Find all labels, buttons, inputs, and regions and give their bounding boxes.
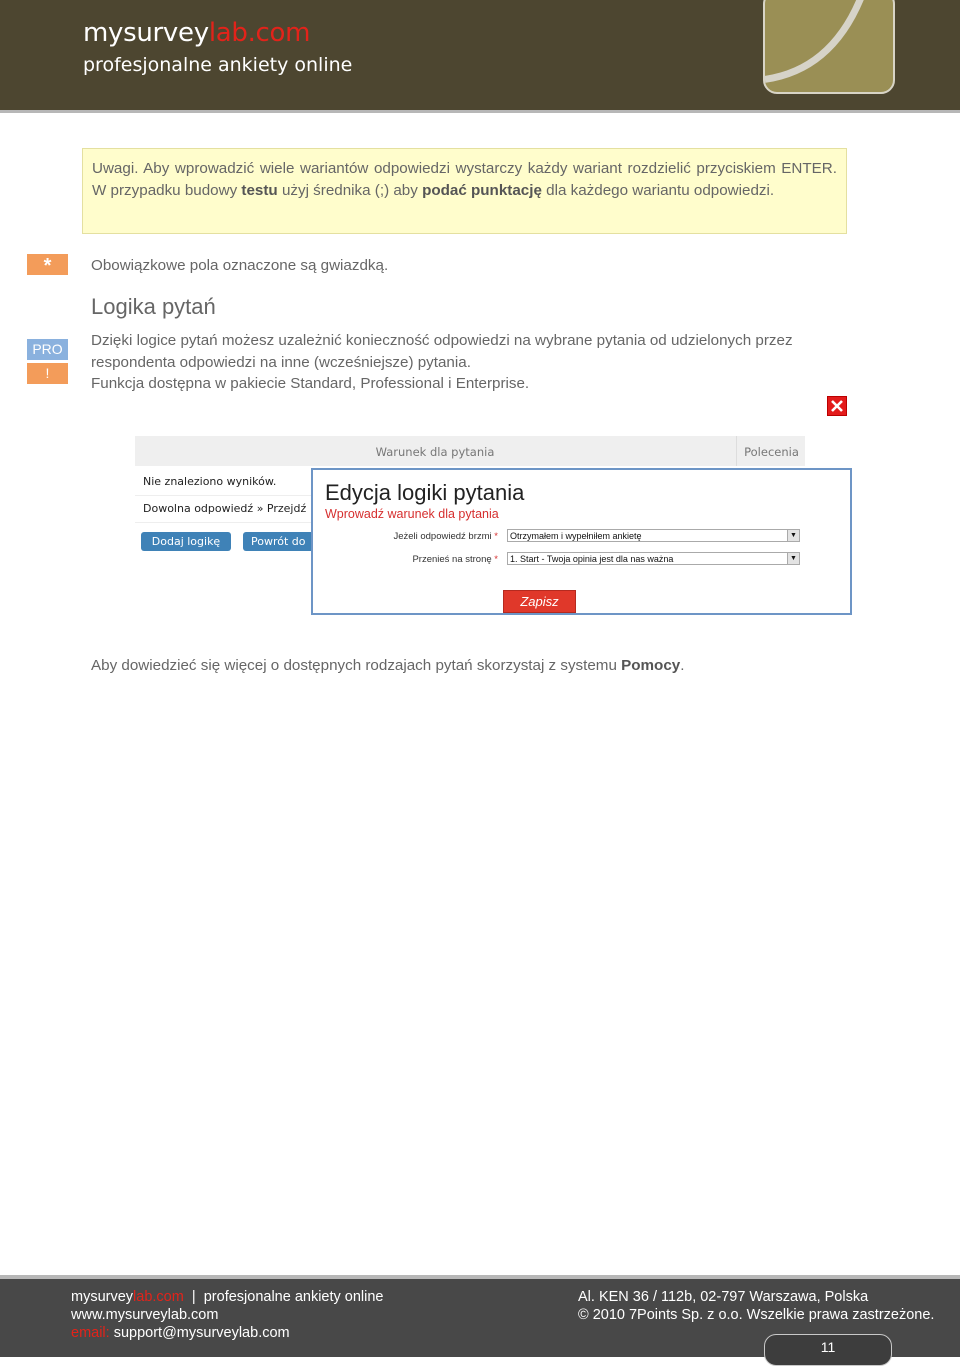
footer-website[interactable]: www.mysurveylab.com [71,1307,219,1323]
footer-brand-line [71,1288,384,1306]
exclamation-badge: ! [27,363,68,384]
required-fields-note: Obowiązkowe pola oznaczone są gwiazdką. [91,257,389,274]
note-text-1: Uwagi. Aby wprowadzić wiele wariantów odpowiedzi wystarczy każdy wariant rozdzielić przyciskiem ENTER. W przypadku budowy [92,160,837,199]
edit-logic-dialog [311,468,852,615]
target-page-label [313,554,498,565]
brand-logo [83,18,310,48]
decorative-arc-icon [763,0,895,94]
add-logic-button[interactable]: Dodaj logikę [141,532,231,551]
footer-email-line [71,1324,290,1342]
section-availability: Funkcja dostępna w pakiecie Standard, Professional i Enterprise. [91,375,530,392]
footer-separator: | [191,1289,196,1305]
footer-email-label: email: [71,1325,110,1341]
save-button[interactable]: Zapisz [503,590,576,613]
chevron-down-icon[interactable]: ▼ [787,553,799,564]
dialog-title: Edycja logiki pytania [325,480,525,505]
required-mark: * [494,554,498,565]
footer-copyright: © 2010 7Points Sp. z o.o. Wszelkie prawa zastrzeżone. [578,1307,935,1323]
dialog-subtitle: Wprowadź warunek dla pytania [325,507,499,521]
note-text-2: użyj średnika (;) aby [277,181,423,199]
table-row: Nie znaleziono wyników. [135,469,318,496]
note-box [82,148,847,234]
footer-brand-highlight: lab.com [133,1289,184,1305]
answer-condition-select[interactable] [507,529,800,542]
required-star-badge: * [27,254,68,275]
note-bold-2: podać punktację [422,181,542,199]
brand-highlight: lab.com [208,18,311,48]
back-button[interactable]: Powrót do [243,532,318,551]
chevron-down-icon[interactable]: ▼ [787,530,799,541]
brand-tagline: profesjonalne ankiety online [83,54,353,76]
pro-badge: PRO [27,339,68,360]
help-note-text: Aby dowiedzieć się więcej o dostępnych rodzajach pytań skorzystaj z systemu [91,657,622,674]
header-divider [0,110,960,113]
footer-email[interactable]: support@mysurveylab.com [113,1325,290,1341]
answer-condition-value: Otrzymałem i wypełniłem ankietę [510,531,642,541]
brand-main: mysurvey [83,18,209,48]
column-commands: Polecenia [736,436,806,466]
answer-condition-label [313,531,498,542]
target-page-label-text: Przenieś na stronę [412,554,492,565]
help-link[interactable]: Pomocy [621,657,681,674]
note-bold-1: testu [241,181,278,199]
table-header [135,436,805,466]
footer-brand-main: mysurvey [71,1289,134,1305]
footer-tagline: profesjonalne ankiety online [203,1289,384,1305]
answer-condition-label-text: Jeżeli odpowiedź brzmi [393,531,492,542]
required-mark: * [494,531,498,542]
help-note-end: . [680,657,685,674]
note-text-3: dla każdego wariantu odpowiedzi. [541,181,775,199]
table-row[interactable]: Dowolna odpowiedź » Przejdź [135,496,318,523]
column-condition: Warunek dla pytania [375,445,495,459]
section-description: Dzięki logice pytań możesz uzależnić konieczność odpowiedzi na wybrane pytania od udzielonych przez respondenta odpowiedzi na inne (wcześniejsze) pytania. [91,332,793,371]
close-icon[interactable] [827,396,847,416]
target-page-select[interactable] [507,552,800,565]
footer-address: Al. KEN 36 / 112b, 02-797 Warszawa, Polska [578,1289,869,1305]
page-number: 11 [820,1339,836,1355]
help-note [91,655,684,677]
section-heading: Logika pytań [91,294,216,319]
target-page-value: 1. Start - Twoja opinia jest dla nas ważna [510,554,674,564]
